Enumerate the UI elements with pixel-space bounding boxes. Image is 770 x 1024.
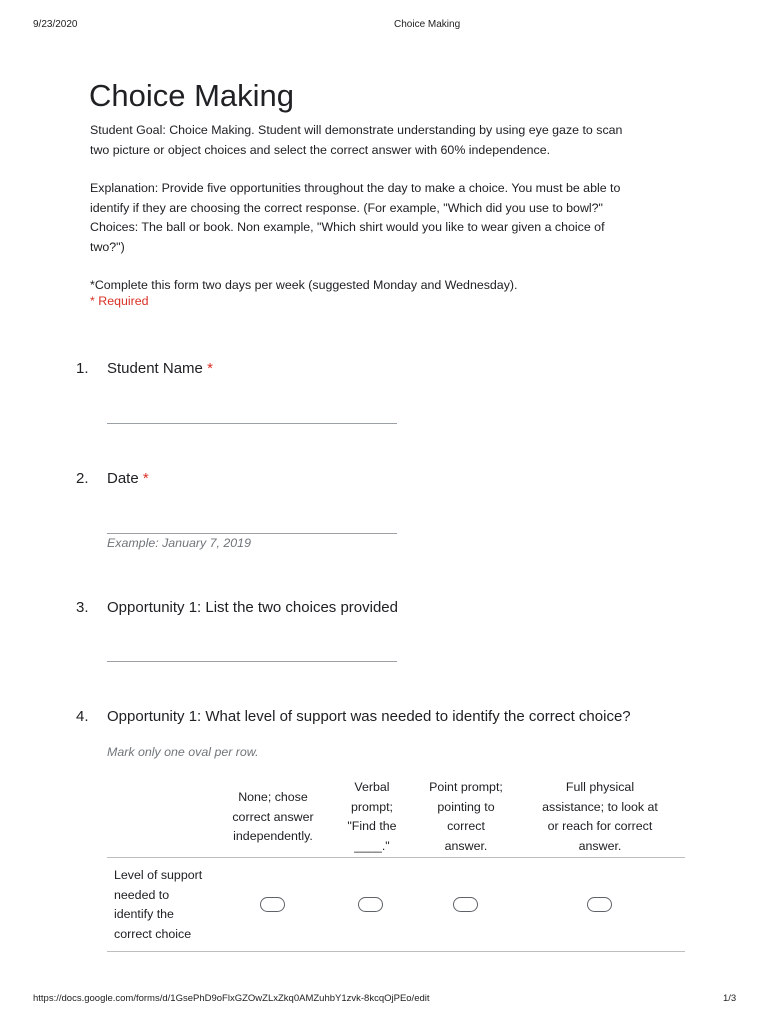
column-header-line: ____."	[354, 838, 390, 853]
required-asterisk: *	[207, 360, 213, 377]
column-header-line: or reach for correct	[547, 819, 653, 833]
column-header-line: correct answer	[232, 809, 314, 824]
grid-row-label	[114, 866, 224, 944]
goal-line: two picture or object choices and select the correct answer with 60% independence.	[90, 142, 551, 157]
oval-verbal[interactable]	[358, 897, 383, 912]
column-header-line: prompt;	[350, 799, 393, 814]
footer-url: https://docs.google.com/forms/d/1GsePhD9oFlxGZOwZLxZkq0AMZuhbY1zvk-8kcqOjPEo/edit	[33, 993, 430, 1004]
explanation-line: two?")	[90, 239, 125, 254]
question-text: Date	[107, 470, 139, 487]
question-number: 4.	[76, 708, 89, 725]
column-header-point	[417, 778, 515, 856]
explanation-line: Choices: The ball or book. Non example, "Which shirt would you like to wear given a choice of	[90, 220, 605, 234]
grid-divider-top	[107, 857, 685, 858]
explanation-line: identify if they are choosing the correct response. (For example, "Which did you use to bowl?"	[90, 200, 603, 215]
question-number: 3.	[76, 599, 89, 616]
column-header-line: Full physical	[565, 780, 635, 794]
row-label-line: correct choice	[114, 926, 192, 941]
choices-input[interactable]	[107, 661, 397, 662]
date-hint: Example: January 7, 2019	[107, 536, 251, 550]
question-number: 2.	[76, 470, 89, 487]
row-label-line: needed to	[114, 887, 170, 902]
grid-divider-bottom	[107, 951, 685, 952]
column-header-none	[214, 788, 332, 847]
oval-point[interactable]	[453, 897, 478, 912]
column-header-line: "Find the	[347, 819, 397, 833]
question-text: Student Name	[107, 360, 203, 377]
column-header-verbal	[334, 778, 410, 856]
column-header-line: answer.	[444, 838, 488, 853]
column-header-line: correct	[447, 819, 485, 833]
question-choices: Opportunity 1: List the two choices provided	[107, 599, 398, 616]
question-date	[107, 470, 149, 487]
goal-line: Student Goal: Choice Making. Student will demonstrate understanding by using eye gaze to scan	[90, 123, 623, 137]
question-support-level: Opportunity 1: What level of support was needed to identify the correct choice?	[107, 708, 631, 725]
column-header-line: independently.	[233, 829, 313, 843]
column-header-line: Verbal	[354, 780, 390, 794]
column-header-line: answer.	[578, 838, 622, 853]
column-header-line: pointing to	[437, 799, 495, 814]
date-input[interactable]	[107, 533, 397, 534]
question-student-name	[107, 360, 213, 377]
required-note: * Required	[90, 294, 149, 308]
column-header-full-physical	[524, 778, 676, 856]
print-date: 9/23/2020	[33, 19, 78, 30]
required-asterisk: *	[142, 470, 149, 487]
column-header-line: Point prompt;	[429, 780, 503, 794]
row-label-line: Level of support	[114, 868, 203, 882]
student-goal	[90, 121, 690, 160]
explanation	[90, 179, 690, 257]
form-title: Choice Making	[89, 78, 295, 113]
oval-full-physical[interactable]	[587, 897, 612, 912]
row-label-line: identify the	[114, 907, 174, 921]
explanation-line: Explanation: Provide five opportunities throughout the day to make a choice. You must be able to	[90, 181, 621, 195]
column-header-line: None; chose	[238, 790, 308, 804]
grid-instruction: Mark only one oval per row.	[107, 745, 259, 759]
form-note: *Complete this form two days per week (suggested Monday and Wednesday).	[90, 278, 518, 292]
print-title: Choice Making	[394, 19, 461, 30]
column-header-line: assistance; to look at	[542, 799, 658, 814]
footer-page: 1/3	[723, 993, 737, 1004]
student-name-input[interactable]	[107, 423, 397, 424]
oval-none[interactable]	[260, 897, 285, 912]
question-number: 1.	[76, 360, 89, 377]
